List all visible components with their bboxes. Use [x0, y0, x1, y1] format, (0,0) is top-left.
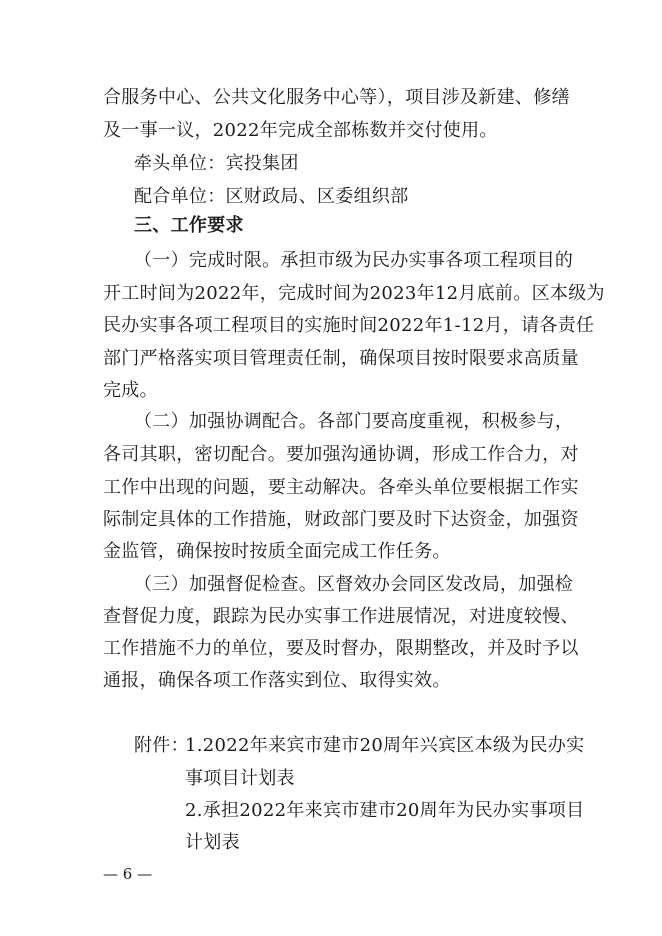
body-line: 工作措施不力的单位，要及时督办，限期整改，并及时予以: [103, 638, 579, 659]
body-line: （一）完成时限。承担市级为民办实事各项工程项目的: [134, 250, 574, 271]
attachment-item: 事项目计划表: [185, 768, 295, 789]
lead-unit-line: 牵头单位：宾投集团: [134, 153, 299, 174]
body-line: 际制定具体的工作措施，财政部门要及时下达资金，加强资: [103, 509, 579, 530]
attachment-label: 附件：: [134, 735, 189, 756]
body-line: 合服务中心、公共文化服务中心等），项目涉及新建、修缮: [103, 87, 570, 108]
body-line: 开工时间为2022年，完成时间为2023年12月底前。区本级为: [103, 283, 605, 304]
body-line: （三）加强督促检查。区督效办会同区发改局，加强检: [134, 574, 574, 595]
page-number: — 6 —: [103, 865, 153, 883]
body-line: 工作中出现的问题，要主动解决。各牵头单位要根据工作实: [103, 477, 579, 498]
body-line: 民办实事各项工程项目的实施时间2022年1-12月，请各责任: [103, 315, 595, 336]
section-heading: 三、工作要求: [134, 215, 244, 236]
body-line: 金监管，确保按时按质全面完成工作任务。: [103, 541, 451, 562]
body-line: 通报，确保各项工作落实到位、取得实效。: [103, 670, 451, 691]
attachment-item: 计划表: [185, 832, 240, 853]
body-line: 部门严格落实项目管理责任制，确保项目按时限要求高质量: [103, 348, 579, 369]
body-line: 各司其职，密切配合。要加强沟通协调，形成工作合力，对: [103, 444, 579, 465]
body-line: （二）加强协调配合。各部门要高度重视，积极参与，: [134, 411, 574, 432]
body-line: 完成。: [103, 380, 158, 401]
attachment-item: 2.承担2022年来宾市建市20周年为民办实事项目: [185, 800, 585, 821]
body-line: 查督促力度，跟踪为民办实事工作进展情况，对进度较慢、: [103, 606, 579, 627]
attachment-item: 1.2022年来宾市建市20周年兴宾区本级为民办实: [185, 735, 585, 756]
coop-unit-line: 配合单位：区财政局、区委组织部: [134, 186, 409, 207]
body-line: 及一事一议，2022年完成全部栋数并交付使用。: [103, 120, 498, 141]
